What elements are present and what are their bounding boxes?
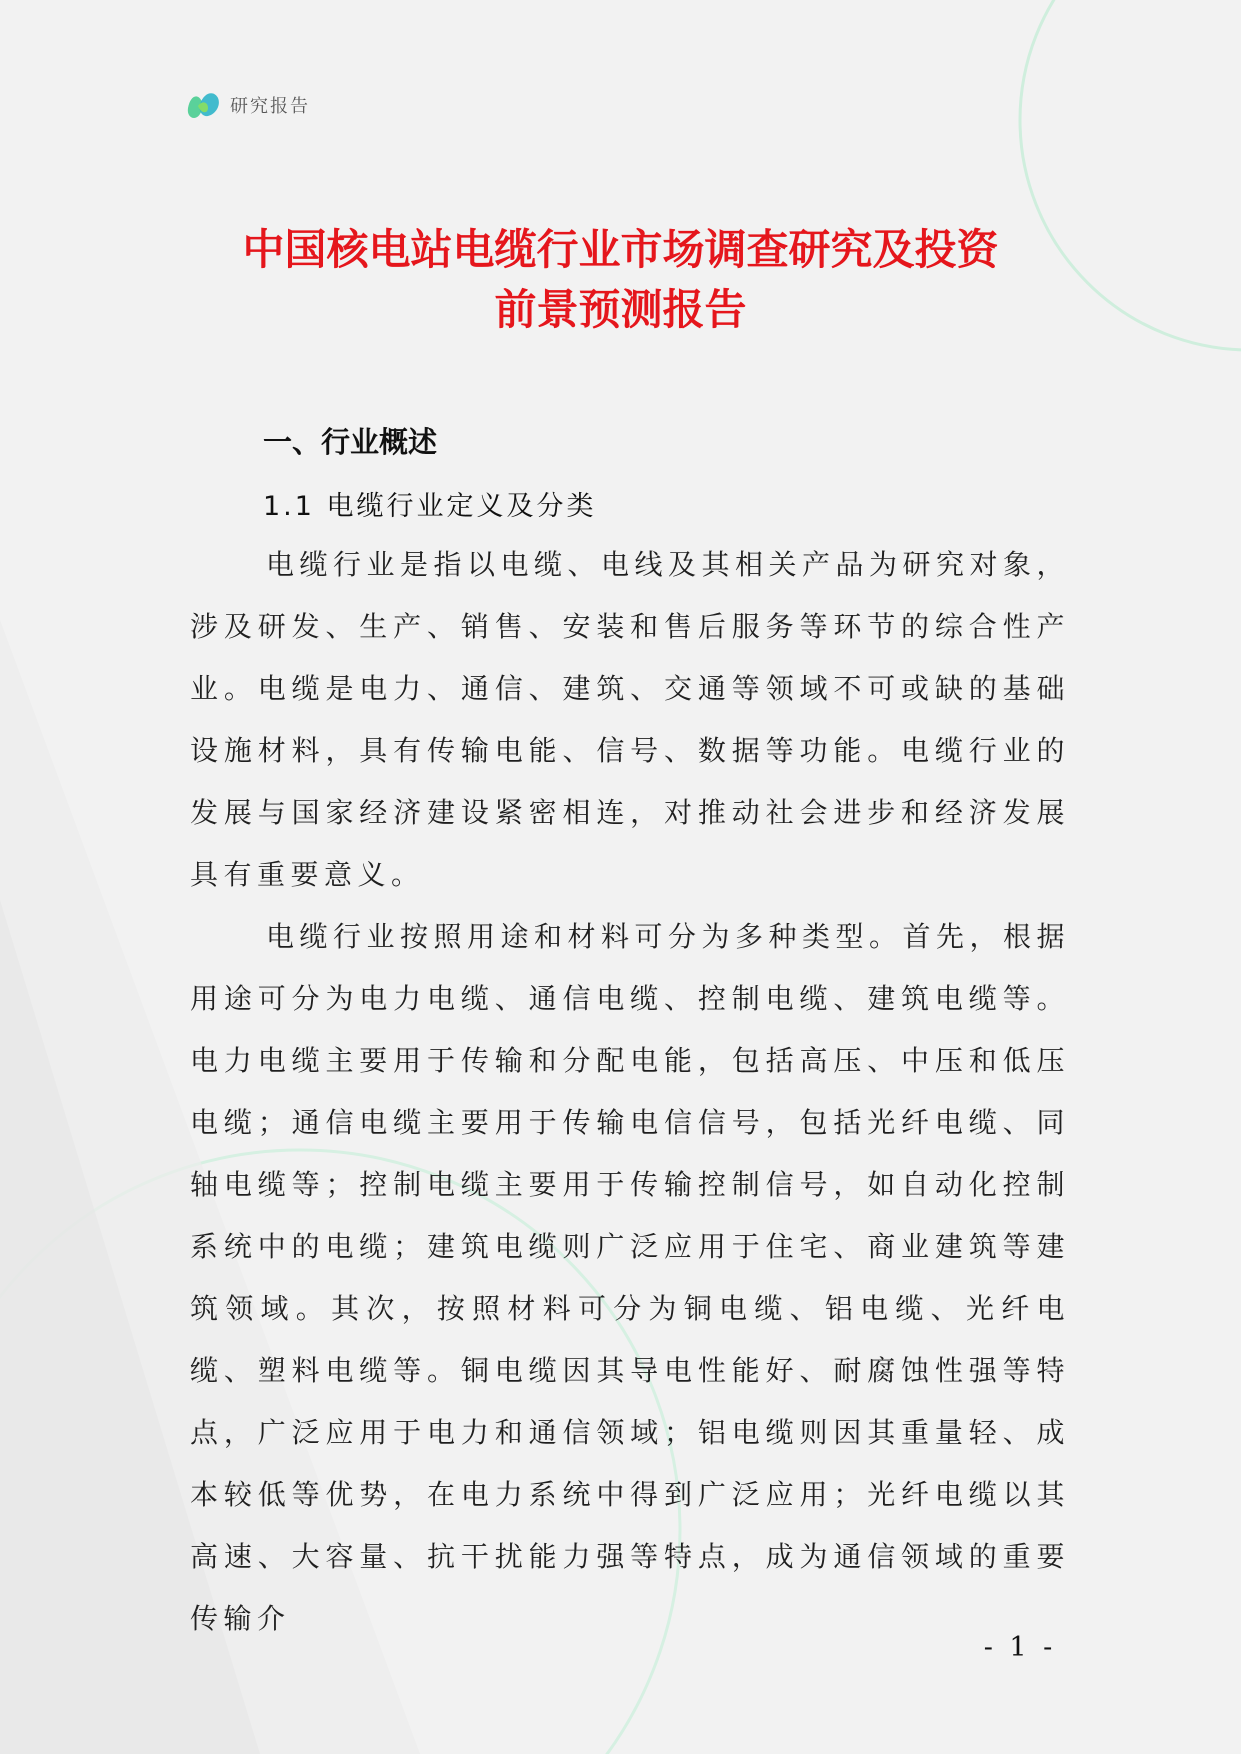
brand-label: 研究报告 xyxy=(230,96,310,117)
brand-logo-icon xyxy=(186,88,222,122)
title-line-2: 前景预测报告 xyxy=(494,285,747,334)
paragraph: 电缆行业按照用途和材料可分为多种类型。首先，根据用途可分为电力电缆、通信电缆、控制电缆、建筑电缆等。电力电缆主要用于传输和分配电能，包括高压、中压和低压电缆；通信电缆主要用于传输电信信号，包括光纤电缆、同轴电缆等；控制电缆主要用于传输控制信号，如自动化控制系统中的电缆；建筑电缆则广泛应用于住宅、商业建筑等建筑领域。其次，按照材料可分为铜电缆、铝电缆、光纤电缆、塑料电缆等。铜电缆因其导电性能好、耐腐蚀性强等特点，广泛应用于电力和通信领域；铝电缆则因其重量轻、成本较低等优势，在电力系统中得到广泛应用；光纤电缆以其高速、大容量、抗干扰能力强等特点，成为通信领域的重要传输介 xyxy=(190,920,1071,1635)
document-title xyxy=(150,220,1091,340)
paragraph: 电缆行业是指以电缆、电线及其相关产品为研究对象，涉及研发、生产、销售、安装和售后服务等环节的综合性产业。电缆是电力、通信、建筑、交通等领域不可或缺的基础设施材料，具有传输电能、信号、数据等功能。电缆行业的发展与国家经济建设紧密相连，对推动社会进步和经济发展具有重要意义。 xyxy=(190,548,1071,891)
section-heading: 一、行业概述 xyxy=(263,425,438,459)
paragraph-2-block xyxy=(190,906,1070,1650)
paragraph-1-block xyxy=(190,534,1070,906)
page-number: - 1 - xyxy=(983,1632,1057,1663)
subsection-heading: 1.1 电缆行业定义及分类 xyxy=(263,491,597,522)
title-line-1: 中国核电站电缆行业市场调查研究及投资 xyxy=(242,225,999,274)
brand-header xyxy=(186,88,310,122)
